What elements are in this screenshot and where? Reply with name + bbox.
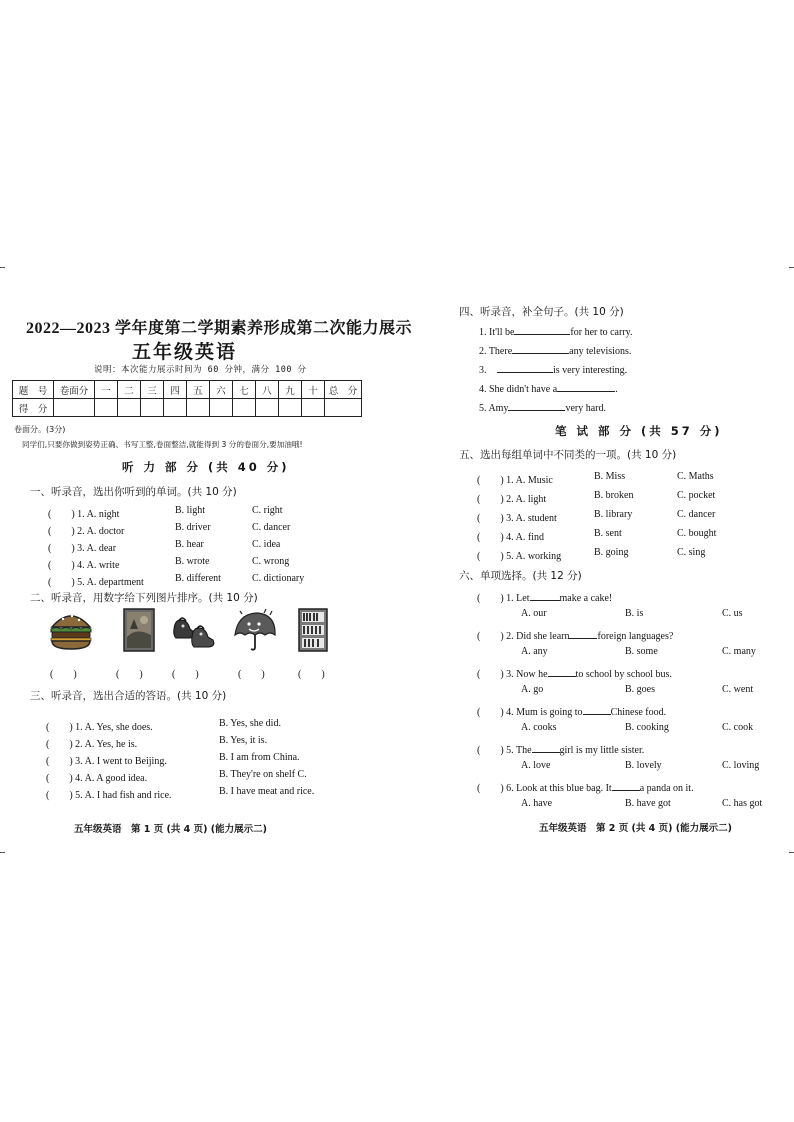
option-b: B. sent <box>594 528 622 539</box>
score-header-cell: 题 号 <box>13 381 54 399</box>
score-header-cell: 七 <box>233 381 256 399</box>
exam-page-2 <box>455 295 785 855</box>
sentence-end: any televisions. <box>569 346 632 357</box>
score-header-cell: 卷面分 <box>54 381 95 399</box>
answer-blank[interactable] <box>512 353 569 354</box>
option-a: A. love <box>521 760 551 771</box>
question-stem-end: girl is my little sister. <box>559 745 645 756</box>
question-stem-end: a panda on it. <box>639 783 694 794</box>
score-table-score-row <box>13 399 362 417</box>
option-a: A. have <box>521 798 553 809</box>
sentence-start: 5. Amy <box>479 403 509 414</box>
section-5-title: 五、选出每组单词中不同类的一项。(共 10 分) <box>459 449 677 461</box>
question-s3-1[interactable]: ( ) 1. A. Yes, she does. <box>46 722 153 733</box>
score-cell[interactable] <box>302 399 325 417</box>
option-c: C. right <box>252 505 283 516</box>
option-b: B. lovely <box>625 760 662 771</box>
fill-sentence-5 <box>479 403 606 414</box>
option-a: A. any <box>521 646 548 657</box>
section-1-title: 一、听录音，选出你听到的单词。(共 10 分) <box>30 486 237 498</box>
question-stem: ( ) 1. Let <box>477 593 530 604</box>
question-s1-1[interactable] <box>48 505 119 520</box>
score-cell[interactable] <box>95 399 118 417</box>
sentence-end: is very interesting. <box>553 365 628 376</box>
question-s6-2[interactable] <box>477 627 673 642</box>
question-s6-3[interactable] <box>477 665 672 680</box>
picture-bracket[interactable]: ( ) <box>116 669 143 680</box>
option-c: C. wrong <box>252 556 290 567</box>
question-s1-3[interactable] <box>48 539 116 554</box>
score-header-cell: 总 分 <box>325 381 362 399</box>
question-stem: ( ) 2. Did she learn <box>477 631 570 642</box>
answer-blank[interactable] <box>530 600 560 601</box>
question-s3-3[interactable]: ( ) 3. A. I went to Beijing. <box>46 756 167 767</box>
section-3-title: 三、听录音，选出合适的答语。(共 10 分) <box>30 690 227 702</box>
fill-sentence-2 <box>479 346 631 357</box>
fill-sentence-1 <box>479 327 633 338</box>
option-a: A. our <box>521 608 547 619</box>
score-cell[interactable] <box>210 399 233 417</box>
option-c: C. dancer <box>677 509 716 520</box>
question-s1-4[interactable] <box>48 556 119 571</box>
score-table-header-row <box>13 381 362 399</box>
question-stem: ( ) 6. Look at this blue bag. It <box>477 783 612 794</box>
hamburger-icon <box>48 607 94 653</box>
question-stem: ( ) 3. A. dear <box>48 543 117 554</box>
option-b: B. goes <box>625 684 655 695</box>
option-c: C. cook <box>722 722 754 733</box>
answer-blank[interactable] <box>514 334 570 335</box>
score-cell[interactable] <box>118 399 141 417</box>
option-b: B. have got <box>625 798 671 809</box>
answer-blank[interactable] <box>508 410 565 411</box>
sentence-end: . <box>615 384 618 395</box>
picture-bracket[interactable]: ( ) <box>298 669 325 680</box>
option-a: A. cooks <box>521 722 557 733</box>
question-s6-1[interactable] <box>477 589 612 604</box>
sentence-end: for her to carry. <box>570 327 633 338</box>
question-s5-4[interactable]: ( ) 4. A. find <box>477 532 544 543</box>
question-s5-2[interactable]: ( ) 2. A. light <box>477 494 547 505</box>
question-s3-2[interactable]: ( ) 2. A. Yes, he is. <box>46 739 138 750</box>
exam-title: 2022—2023 学年度第二学期素养形成第二次能力展示 <box>26 320 413 337</box>
option-b: B. library <box>594 509 633 520</box>
sentence-start: 1. It'll be <box>479 327 515 338</box>
score-cell[interactable] <box>233 399 256 417</box>
score-header-cell: 四 <box>164 381 187 399</box>
option-b: B. hear <box>175 539 204 550</box>
option-b: B. I am from China. <box>219 752 300 763</box>
question-stem: ( ) 1. A. night <box>48 509 120 520</box>
question-s3-4[interactable]: ( ) 4. A. A good idea. <box>46 773 148 784</box>
option-b: B. Miss <box>594 471 626 482</box>
score-header-cell: 三 <box>141 381 164 399</box>
question-s1-2[interactable] <box>48 522 124 537</box>
option-b: B. I have meat and rice. <box>219 786 315 797</box>
question-s6-4[interactable] <box>477 703 666 718</box>
question-stem: ( ) 5. A. department <box>48 577 144 588</box>
option-c: C. bought <box>677 528 717 539</box>
answer-blank[interactable] <box>583 714 611 715</box>
option-c: C. went <box>722 684 754 695</box>
option-b: B. driver <box>175 522 211 533</box>
option-b: B. cooking <box>625 722 669 733</box>
section-4-title: 四、听录音，补全句子。(共 10 分) <box>459 306 624 318</box>
option-c: C. dictionary <box>252 573 305 584</box>
option-c: C. pocket <box>677 490 716 501</box>
picture-bracket[interactable]: ( ) <box>172 669 199 680</box>
listening-part-title: 听 力 部 分 (共 40 分) <box>122 460 290 474</box>
bookshelf-icon <box>290 607 336 653</box>
question-s6-6[interactable] <box>477 779 694 794</box>
option-b: B. Yes, it is. <box>219 735 268 746</box>
written-part-title: 笔 试 部 分 (共 57 分) <box>555 424 723 438</box>
page-edge-mark <box>789 852 794 853</box>
question-s5-5[interactable]: ( ) 5. A. working <box>477 551 562 562</box>
option-c: C. idea <box>252 539 281 550</box>
option-c: C. Maths <box>677 471 714 482</box>
score-cell[interactable] <box>141 399 164 417</box>
question-stem-end: make a cake! <box>559 593 613 604</box>
neatness-text: 同学们,只要你做到姿势正确、书写工整,卷面整洁,就能得到 3 分的卷面分,要加油哦! <box>22 440 303 449</box>
answer-blank[interactable] <box>569 638 597 639</box>
shoes-icon <box>172 607 218 653</box>
section-6-title: 六、单项选择。(共 12 分) <box>459 570 582 582</box>
question-stem: ( ) 3. Now he <box>477 669 548 680</box>
option-c: C. loving <box>722 760 760 771</box>
option-b: B. light <box>175 505 206 516</box>
exam-note: 说明：本次能力展示时间为 60 分钟，满分 100 分 <box>94 365 307 375</box>
score-row-label: 得 分 <box>13 399 54 417</box>
answer-blank[interactable] <box>612 790 640 791</box>
question-stem: ( ) 5. The <box>477 745 532 756</box>
page-edge-mark <box>789 267 794 268</box>
option-b: B. Yes, she did. <box>219 718 281 729</box>
question-stem-end: Chinese food. <box>610 707 667 718</box>
score-header-cell: 八 <box>256 381 279 399</box>
question-s3-5[interactable]: ( ) 5. A. I had fish and rice. <box>46 790 172 801</box>
option-c: C. many <box>722 646 756 657</box>
neatness-label: 卷面分。(3分) <box>14 425 66 434</box>
score-header-cell: 五 <box>187 381 210 399</box>
option-b: B. wrote <box>175 556 210 567</box>
question-stem: ( ) 2. A. doctor <box>48 526 125 537</box>
option-a: A. go <box>521 684 544 695</box>
page-footer: 五年级英语 第 2 页 (共 4 页) (能力展示二) <box>539 823 732 834</box>
page-edge-mark <box>0 267 5 268</box>
question-s6-5[interactable] <box>477 741 644 756</box>
question-s5-1[interactable]: ( ) 1. A. Music <box>477 475 553 486</box>
fill-sentence-3 <box>479 365 627 376</box>
sentence-start: 4. She didn't have a <box>479 384 558 395</box>
score-cell[interactable] <box>279 399 302 417</box>
option-b: B. some <box>625 646 658 657</box>
score-cell[interactable] <box>54 399 95 417</box>
question-stem-end: to school by school bus. <box>575 669 672 680</box>
score-table <box>12 380 362 417</box>
score-header-cell: 六 <box>210 381 233 399</box>
answer-blank[interactable] <box>548 676 576 677</box>
score-header-cell: 一 <box>95 381 118 399</box>
option-c: C. dancer <box>252 522 291 533</box>
picture-bracket[interactable]: ( ) <box>50 669 77 680</box>
score-cell[interactable] <box>187 399 210 417</box>
sentence-start: 2. There <box>479 346 513 357</box>
option-c: C. has got <box>722 798 763 809</box>
option-c: C. sing <box>677 547 706 558</box>
sentence-start: 3. <box>479 365 489 376</box>
option-b: B. different <box>175 573 221 584</box>
score-header-cell: 十 <box>302 381 325 399</box>
umbrella-icon <box>232 607 278 653</box>
score-cell[interactable] <box>256 399 279 417</box>
section-2-title: 二、听录音，用数字给下列图片排序。(共 10 分) <box>30 592 258 604</box>
fill-sentence-4 <box>479 384 618 395</box>
option-b: B. going <box>594 547 629 558</box>
picture-bracket[interactable]: ( ) <box>238 669 265 680</box>
page-edge-mark <box>0 852 5 853</box>
question-stem-end: foreign languages? <box>597 631 674 642</box>
question-s5-3[interactable]: ( ) 3. A. student <box>477 513 557 524</box>
sentence-end: very hard. <box>565 403 606 414</box>
option-b: B. broken <box>594 490 634 501</box>
score-cell[interactable] <box>325 399 362 417</box>
score-cell[interactable] <box>164 399 187 417</box>
page-footer: 五年级英语 第 1 页 (共 4 页) (能力展示二) <box>74 824 267 835</box>
question-s1-5[interactable] <box>48 573 144 588</box>
score-header-cell: 二 <box>118 381 141 399</box>
exam-page-1 <box>12 295 413 855</box>
question-stem: ( ) 4. Mum is going to <box>477 707 583 718</box>
answer-blank[interactable] <box>532 752 560 753</box>
option-c: C. us <box>722 608 743 619</box>
question-stem: ( ) 4. A. write <box>48 560 120 571</box>
option-b: B. They're on shelf C. <box>219 769 307 780</box>
option-b: B. is <box>625 608 644 619</box>
exam-subtitle: 五年级英语 <box>132 342 238 363</box>
score-header-cell: 九 <box>279 381 302 399</box>
painting-icon <box>116 607 162 653</box>
answer-blank[interactable] <box>557 391 615 392</box>
answer-blank[interactable] <box>497 372 553 373</box>
